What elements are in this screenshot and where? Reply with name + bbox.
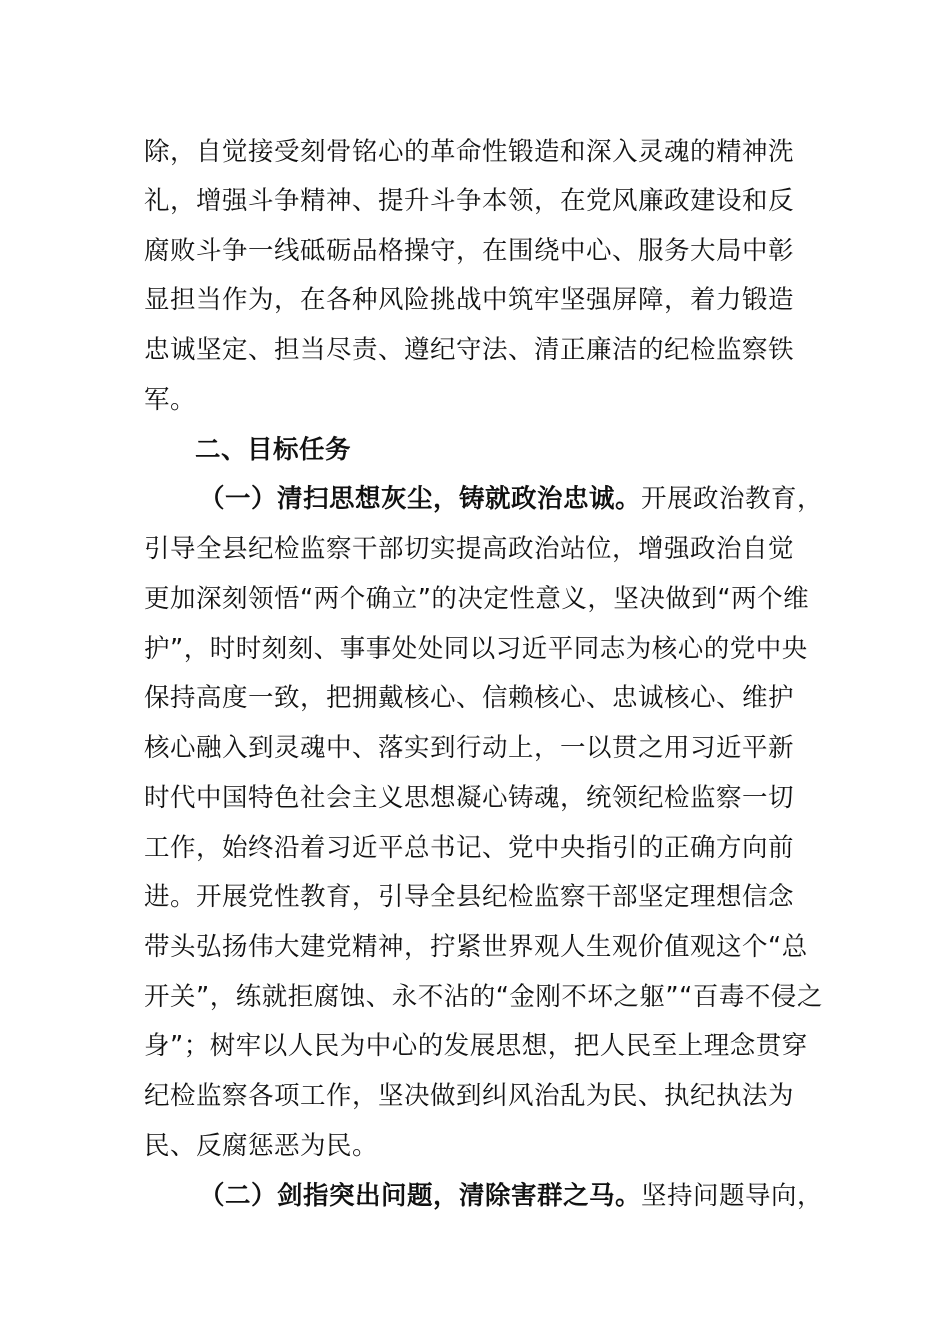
paragraph-first-line-text: 坚持问题导向， <box>641 1181 824 1211</box>
body-line: 护”，时时刻刻、事事处处同以习近平同志为核心的党中央 <box>144 634 808 664</box>
body-line: 显担当作为，在各种风险挑战中筑牢坚强屏障，着力锻造 <box>144 285 795 315</box>
body-line: 开关”，练就拒腐蚀、永不沾的“金刚不坏之躯”“百毒不侵之 <box>144 982 823 1012</box>
paragraph-first-line <box>199 1176 823 1216</box>
body-line: 军。 <box>144 385 197 415</box>
body-line: 腐败斗争一线砥砺品格操守，在围绕中心、服务大局中彰 <box>144 236 795 266</box>
paragraph-first-line <box>199 479 823 519</box>
body-line: 工作，始终沿着习近平总书记、党中央指引的正确方向前 <box>144 833 795 863</box>
body-line: 时代中国特色社会主义思想凝心铸魂，统领纪检监察一切 <box>144 783 795 813</box>
paragraph-lead-heading: （二）剑指突出问题，清除害群之马。 <box>199 1181 642 1211</box>
section-heading: 二、目标任务 <box>195 435 352 465</box>
body-line: 民、反腐惩恶为民。 <box>144 1131 379 1161</box>
body-line: 带头弘扬伟大建党精神，拧紧世界观人生观价值观这个“总 <box>144 932 808 962</box>
body-line: 纪检监察各项工作，坚决做到纠风治乱为民、执纪执法为 <box>144 1081 795 1111</box>
body-line: 礼，增强斗争精神、提升斗争本领，在党风廉政建设和反 <box>144 186 795 216</box>
body-line: 引导全县纪检监察干部切实提高政治站位，增强政治自觉 <box>144 534 795 564</box>
paragraph-first-line-text: 开展政治教育， <box>641 484 824 514</box>
body-line: 进。开展党性教育，引导全县纪检监察干部坚定理想信念 <box>144 882 795 912</box>
body-line: 身”；树牢以人民为中心的发展思想，把人民至上理念贯穿 <box>144 1031 808 1061</box>
body-line: 核心融入到灵魂中、落实到行动上，一以贯之用习近平新 <box>144 733 795 763</box>
body-line: 忠诚坚定、担当尽责、遵纪守法、清正廉洁的纪检监察铁 <box>144 335 795 365</box>
body-line: 更加深刻领悟“两个确立”的决定性意义，坚决做到“两个维 <box>144 584 810 614</box>
body-line: 保持高度一致，把拥戴核心、信赖核心、忠诚核心、维护 <box>144 683 795 713</box>
body-line: 除，自觉接受刻骨铭心的革命性锻造和深入灵魂的精神洗 <box>144 137 795 167</box>
paragraph-lead-heading: （一）清扫思想灰尘，铸就政治忠诚。 <box>199 484 642 514</box>
